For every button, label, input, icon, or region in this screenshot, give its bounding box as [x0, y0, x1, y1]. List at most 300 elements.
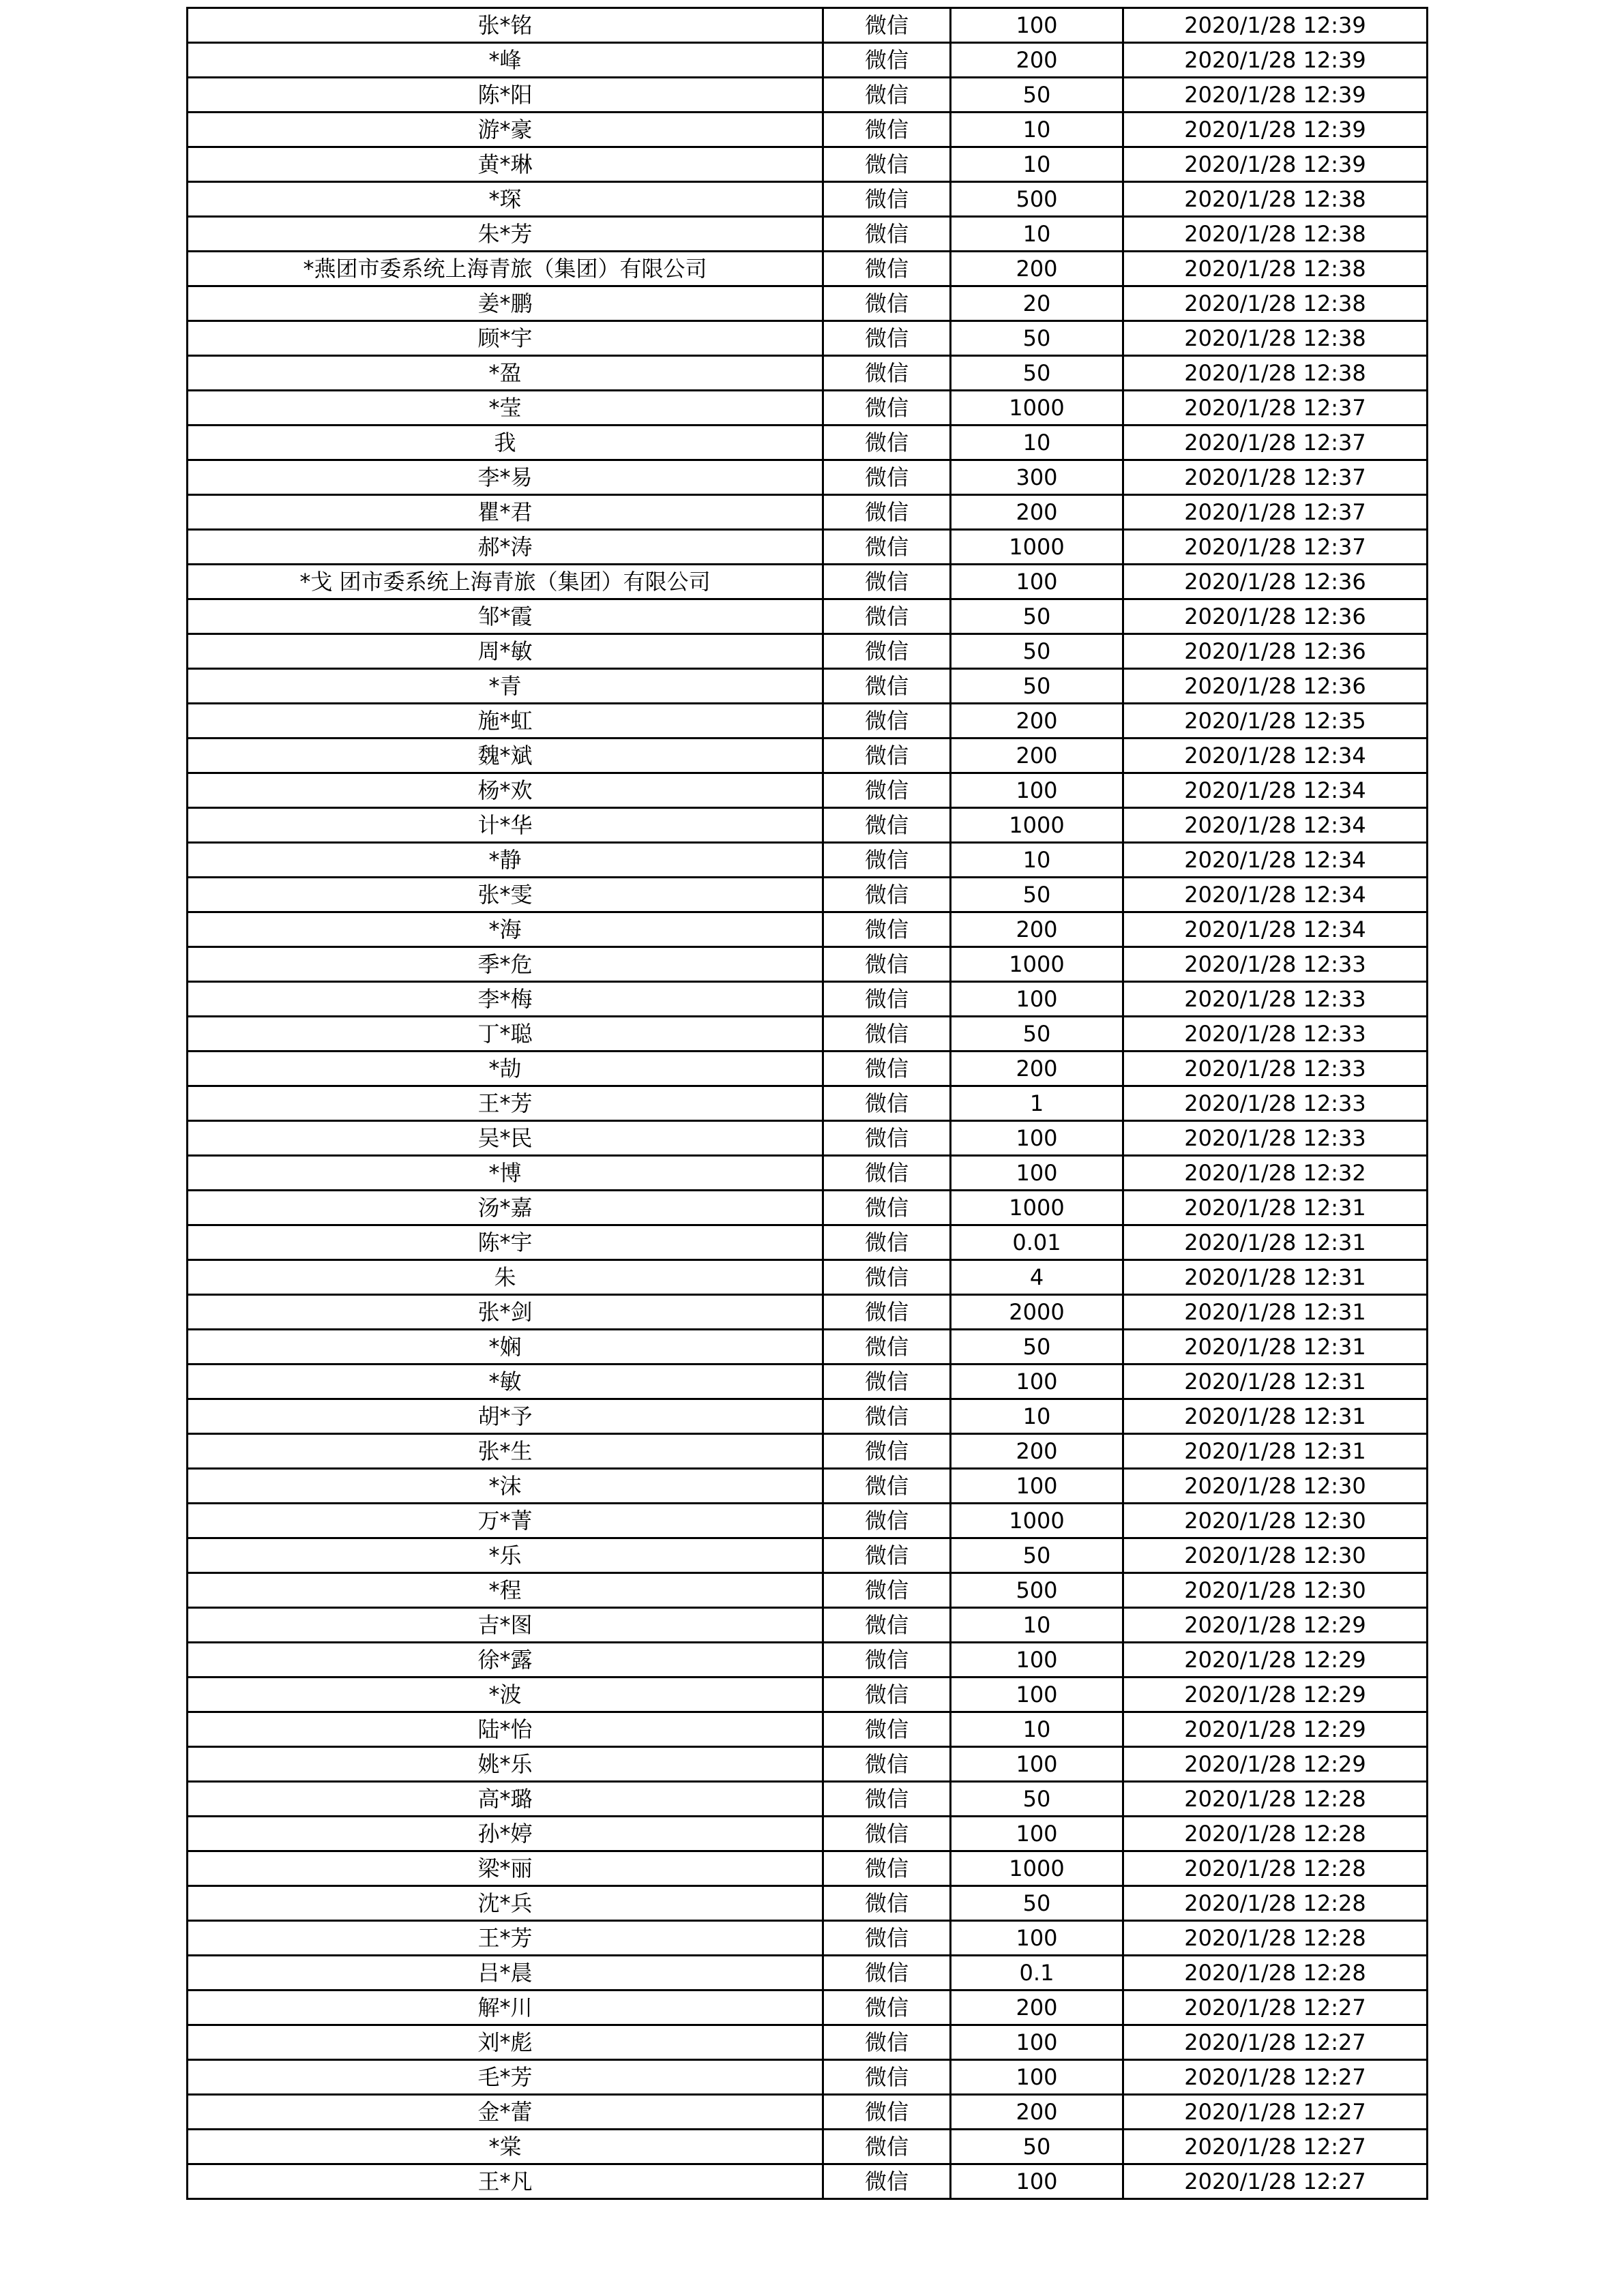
- table-row: [188, 1538, 1428, 1573]
- timestamp-cell: 2020/1/28 12:28: [1123, 1886, 1428, 1921]
- donor-name-cell: 万*菁: [188, 1504, 823, 1538]
- donor-name-cell: 季*危: [188, 947, 823, 982]
- payment-method-cell: 微信: [823, 1817, 951, 1851]
- payment-method-cell: 微信: [823, 8, 951, 43]
- amount-cell: 10: [951, 1608, 1123, 1643]
- timestamp-cell: 2020/1/28 12:36: [1123, 669, 1428, 704]
- table-row: [188, 1156, 1428, 1191]
- payment-method-cell: 微信: [823, 2060, 951, 2095]
- payment-method-cell: 微信: [823, 1365, 951, 1399]
- table-row: [188, 843, 1428, 878]
- amount-cell: 2000: [951, 1295, 1123, 1330]
- donor-name-cell: *乐: [188, 1538, 823, 1573]
- timestamp-cell: 2020/1/28 12:33: [1123, 1017, 1428, 1052]
- timestamp-cell: 2020/1/28 12:28: [1123, 1921, 1428, 1956]
- donor-name-cell: 杨*欢: [188, 773, 823, 808]
- amount-cell: 50: [951, 1538, 1123, 1573]
- timestamp-cell: 2020/1/28 12:39: [1123, 147, 1428, 182]
- payment-method-cell: 微信: [823, 739, 951, 773]
- table-row: [188, 599, 1428, 634]
- amount-cell: 50: [951, 669, 1123, 704]
- timestamp-cell: 2020/1/28 12:28: [1123, 1956, 1428, 1991]
- payment-method-cell: 微信: [823, 217, 951, 252]
- table-row: [188, 634, 1428, 669]
- donor-name-cell: 计*华: [188, 808, 823, 843]
- amount-cell: 50: [951, 1886, 1123, 1921]
- amount-cell: 200: [951, 739, 1123, 773]
- table-row: [188, 1504, 1428, 1538]
- donor-name-cell: 朱: [188, 1260, 823, 1295]
- amount-cell: 300: [951, 460, 1123, 495]
- donor-name-cell: *莹: [188, 391, 823, 426]
- donor-name-cell: 我: [188, 426, 823, 460]
- payment-method-cell: 微信: [823, 182, 951, 217]
- amount-cell: 100: [951, 2025, 1123, 2060]
- table-row: [188, 878, 1428, 912]
- donor-name-cell: 王*芳: [188, 1086, 823, 1121]
- timestamp-cell: 2020/1/28 12:29: [1123, 1747, 1428, 1782]
- payment-method-cell: 微信: [823, 634, 951, 669]
- amount-cell: 200: [951, 704, 1123, 739]
- payment-method-cell: 微信: [823, 321, 951, 356]
- donor-name-cell: *盈: [188, 356, 823, 391]
- payment-method-cell: 微信: [823, 1330, 951, 1365]
- amount-cell: 200: [951, 495, 1123, 530]
- table-row: [188, 356, 1428, 391]
- donor-name-cell: 孙*婷: [188, 1817, 823, 1851]
- timestamp-cell: 2020/1/28 12:29: [1123, 1712, 1428, 1747]
- donor-name-cell: *波: [188, 1678, 823, 1712]
- payment-method-cell: 微信: [823, 843, 951, 878]
- table-row: [188, 1747, 1428, 1782]
- amount-cell: 200: [951, 1991, 1123, 2025]
- donor-name-cell: 胡*予: [188, 1399, 823, 1434]
- amount-cell: 20: [951, 286, 1123, 321]
- timestamp-cell: 2020/1/28 12:34: [1123, 773, 1428, 808]
- timestamp-cell: 2020/1/28 12:30: [1123, 1504, 1428, 1538]
- payment-method-cell: 微信: [823, 1886, 951, 1921]
- donor-name-cell: 张*雯: [188, 878, 823, 912]
- timestamp-cell: 2020/1/28 12:37: [1123, 495, 1428, 530]
- payment-method-cell: 微信: [823, 1504, 951, 1538]
- donor-name-cell: *劼: [188, 1052, 823, 1086]
- donor-name-cell: 王*芳: [188, 1921, 823, 1956]
- donor-name-cell: *峰: [188, 43, 823, 78]
- timestamp-cell: 2020/1/28 12:38: [1123, 356, 1428, 391]
- timestamp-cell: 2020/1/28 12:29: [1123, 1608, 1428, 1643]
- timestamp-cell: 2020/1/28 12:29: [1123, 1643, 1428, 1678]
- amount-cell: 1000: [951, 808, 1123, 843]
- table-row: [188, 1191, 1428, 1225]
- timestamp-cell: 2020/1/28 12:27: [1123, 2164, 1428, 2199]
- table-row: [188, 2164, 1428, 2199]
- payment-method-cell: 微信: [823, 1678, 951, 1712]
- payment-method-cell: 微信: [823, 1295, 951, 1330]
- table-row: [188, 565, 1428, 599]
- amount-cell: 10: [951, 426, 1123, 460]
- payment-method-cell: 微信: [823, 460, 951, 495]
- donor-name-cell: *海: [188, 912, 823, 947]
- payment-method-cell: 微信: [823, 113, 951, 147]
- timestamp-cell: 2020/1/28 12:38: [1123, 321, 1428, 356]
- amount-cell: 1000: [951, 391, 1123, 426]
- payment-method-cell: 微信: [823, 1921, 951, 1956]
- table-row: [188, 8, 1428, 43]
- donor-name-cell: *琛: [188, 182, 823, 217]
- amount-cell: 100: [951, 1156, 1123, 1191]
- payment-method-cell: 微信: [823, 356, 951, 391]
- table-row: [188, 1121, 1428, 1156]
- timestamp-cell: 2020/1/28 12:37: [1123, 460, 1428, 495]
- table-row: [188, 808, 1428, 843]
- donor-name-cell: *静: [188, 843, 823, 878]
- table-row: [188, 1017, 1428, 1052]
- donor-name-cell: 高*璐: [188, 1782, 823, 1817]
- donor-name-cell: *青: [188, 669, 823, 704]
- donation-table: [186, 7, 1428, 2200]
- table-row: [188, 2025, 1428, 2060]
- amount-cell: 50: [951, 1017, 1123, 1052]
- payment-method-cell: 微信: [823, 78, 951, 113]
- table-row: [188, 321, 1428, 356]
- payment-method-cell: 微信: [823, 1538, 951, 1573]
- timestamp-cell: 2020/1/28 12:39: [1123, 78, 1428, 113]
- amount-cell: 50: [951, 2130, 1123, 2164]
- amount-cell: 1000: [951, 530, 1123, 565]
- table-row: [188, 1469, 1428, 1504]
- amount-cell: 100: [951, 1678, 1123, 1712]
- amount-cell: 50: [951, 356, 1123, 391]
- table-row: [188, 947, 1428, 982]
- timestamp-cell: 2020/1/28 12:36: [1123, 565, 1428, 599]
- payment-method-cell: 微信: [823, 1017, 951, 1052]
- amount-cell: 500: [951, 182, 1123, 217]
- table-row: [188, 704, 1428, 739]
- amount-cell: 200: [951, 252, 1123, 286]
- amount-cell: 50: [951, 634, 1123, 669]
- timestamp-cell: 2020/1/28 12:31: [1123, 1365, 1428, 1399]
- donor-name-cell: 金*蕾: [188, 2095, 823, 2130]
- timestamp-cell: 2020/1/28 12:28: [1123, 1782, 1428, 1817]
- donor-name-cell: 陈*阳: [188, 78, 823, 113]
- table-row: [188, 182, 1428, 217]
- timestamp-cell: 2020/1/28 12:33: [1123, 982, 1428, 1017]
- table-row: [188, 43, 1428, 78]
- timestamp-cell: 2020/1/28 12:32: [1123, 1156, 1428, 1191]
- table-row: [188, 1851, 1428, 1886]
- amount-cell: 200: [951, 912, 1123, 947]
- table-row: [188, 1260, 1428, 1295]
- payment-method-cell: 微信: [823, 1156, 951, 1191]
- amount-cell: 200: [951, 1434, 1123, 1469]
- timestamp-cell: 2020/1/28 12:33: [1123, 1086, 1428, 1121]
- amount-cell: 100: [951, 1365, 1123, 1399]
- table-row: [188, 2060, 1428, 2095]
- donor-name-cell: *程: [188, 1573, 823, 1608]
- payment-method-cell: 微信: [823, 2164, 951, 2199]
- payment-method-cell: 微信: [823, 1052, 951, 1086]
- amount-cell: 100: [951, 1469, 1123, 1504]
- timestamp-cell: 2020/1/28 12:37: [1123, 530, 1428, 565]
- donor-name-cell: 张*生: [188, 1434, 823, 1469]
- amount-cell: 100: [951, 982, 1123, 1017]
- timestamp-cell: 2020/1/28 12:27: [1123, 2060, 1428, 2095]
- timestamp-cell: 2020/1/28 12:30: [1123, 1469, 1428, 1504]
- donor-name-cell: 吉*图: [188, 1608, 823, 1643]
- timestamp-cell: 2020/1/28 12:39: [1123, 43, 1428, 78]
- payment-method-cell: 微信: [823, 1086, 951, 1121]
- timestamp-cell: 2020/1/28 12:38: [1123, 217, 1428, 252]
- table-row: [188, 426, 1428, 460]
- timestamp-cell: 2020/1/28 12:34: [1123, 808, 1428, 843]
- payment-method-cell: 微信: [823, 1851, 951, 1886]
- timestamp-cell: 2020/1/28 12:27: [1123, 1991, 1428, 2025]
- amount-cell: 200: [951, 2095, 1123, 2130]
- amount-cell: 10: [951, 1712, 1123, 1747]
- amount-cell: 100: [951, 1747, 1123, 1782]
- donor-name-cell: 汤*嘉: [188, 1191, 823, 1225]
- amount-cell: 10: [951, 843, 1123, 878]
- table-row: [188, 1365, 1428, 1399]
- amount-cell: 100: [951, 1121, 1123, 1156]
- payment-method-cell: 微信: [823, 1121, 951, 1156]
- timestamp-cell: 2020/1/28 12:38: [1123, 252, 1428, 286]
- donor-name-cell: *戈 团市委系统上海青旅（集团）有限公司: [188, 565, 823, 599]
- timestamp-cell: 2020/1/28 12:29: [1123, 1678, 1428, 1712]
- amount-cell: 50: [951, 321, 1123, 356]
- timestamp-cell: 2020/1/28 12:34: [1123, 843, 1428, 878]
- table-row: [188, 1052, 1428, 1086]
- payment-method-cell: 微信: [823, 1608, 951, 1643]
- payment-method-cell: 微信: [823, 426, 951, 460]
- amount-cell: 0.1: [951, 1956, 1123, 1991]
- amount-cell: 1000: [951, 947, 1123, 982]
- amount-cell: 10: [951, 1399, 1123, 1434]
- payment-method-cell: 微信: [823, 252, 951, 286]
- table-row: [188, 460, 1428, 495]
- donor-name-cell: 梁*丽: [188, 1851, 823, 1886]
- table-row: [188, 2095, 1428, 2130]
- donor-name-cell: 游*豪: [188, 113, 823, 147]
- table-row: [188, 1608, 1428, 1643]
- amount-cell: 1: [951, 1086, 1123, 1121]
- amount-cell: 50: [951, 878, 1123, 912]
- donor-name-cell: 王*凡: [188, 2164, 823, 2199]
- timestamp-cell: 2020/1/28 12:31: [1123, 1191, 1428, 1225]
- table-row: [188, 1434, 1428, 1469]
- donor-name-cell: *敏: [188, 1365, 823, 1399]
- timestamp-cell: 2020/1/28 12:33: [1123, 947, 1428, 982]
- payment-method-cell: 微信: [823, 1991, 951, 2025]
- donor-name-cell: 徐*露: [188, 1643, 823, 1678]
- table-row: [188, 2130, 1428, 2164]
- table-row: [188, 912, 1428, 947]
- donor-name-cell: 姚*乐: [188, 1747, 823, 1782]
- timestamp-cell: 2020/1/28 12:27: [1123, 2025, 1428, 2060]
- timestamp-cell: 2020/1/28 12:36: [1123, 634, 1428, 669]
- donor-name-cell: 魏*斌: [188, 739, 823, 773]
- amount-cell: 200: [951, 43, 1123, 78]
- payment-method-cell: 微信: [823, 1643, 951, 1678]
- donor-name-cell: 朱*芳: [188, 217, 823, 252]
- amount-cell: 100: [951, 8, 1123, 43]
- table-row: [188, 78, 1428, 113]
- timestamp-cell: 2020/1/28 12:28: [1123, 1817, 1428, 1851]
- donor-name-cell: 顾*宇: [188, 321, 823, 356]
- payment-method-cell: 微信: [823, 878, 951, 912]
- payment-method-cell: 微信: [823, 1191, 951, 1225]
- payment-method-cell: 微信: [823, 947, 951, 982]
- timestamp-cell: 2020/1/28 12:30: [1123, 1538, 1428, 1573]
- amount-cell: 100: [951, 1643, 1123, 1678]
- timestamp-cell: 2020/1/28 12:27: [1123, 2130, 1428, 2164]
- timestamp-cell: 2020/1/28 12:33: [1123, 1052, 1428, 1086]
- donor-name-cell: 毛*芳: [188, 2060, 823, 2095]
- payment-method-cell: 微信: [823, 808, 951, 843]
- timestamp-cell: 2020/1/28 12:30: [1123, 1573, 1428, 1608]
- donor-name-cell: 张*剑: [188, 1295, 823, 1330]
- amount-cell: 50: [951, 78, 1123, 113]
- timestamp-cell: 2020/1/28 12:37: [1123, 391, 1428, 426]
- amount-cell: 100: [951, 773, 1123, 808]
- donor-name-cell: 黄*琳: [188, 147, 823, 182]
- payment-method-cell: 微信: [823, 1956, 951, 1991]
- amount-cell: 10: [951, 217, 1123, 252]
- amount-cell: 1000: [951, 1191, 1123, 1225]
- payment-method-cell: 微信: [823, 704, 951, 739]
- donor-name-cell: *沫: [188, 1469, 823, 1504]
- amount-cell: 10: [951, 147, 1123, 182]
- table-row: [188, 1886, 1428, 1921]
- donor-name-cell: 瞿*君: [188, 495, 823, 530]
- donor-name-cell: 李*梅: [188, 982, 823, 1017]
- payment-method-cell: 微信: [823, 391, 951, 426]
- donor-name-cell: 解*川: [188, 1991, 823, 2025]
- timestamp-cell: 2020/1/28 12:39: [1123, 8, 1428, 43]
- donor-name-cell: 施*虹: [188, 704, 823, 739]
- amount-cell: 100: [951, 565, 1123, 599]
- timestamp-cell: 2020/1/28 12:31: [1123, 1260, 1428, 1295]
- timestamp-cell: 2020/1/28 12:31: [1123, 1225, 1428, 1260]
- amount-cell: 50: [951, 1782, 1123, 1817]
- timestamp-cell: 2020/1/28 12:34: [1123, 878, 1428, 912]
- amount-cell: 1000: [951, 1851, 1123, 1886]
- amount-cell: 10: [951, 113, 1123, 147]
- amount-cell: 1000: [951, 1504, 1123, 1538]
- table-row: [188, 739, 1428, 773]
- donor-name-cell: 丁*聪: [188, 1017, 823, 1052]
- payment-method-cell: 微信: [823, 495, 951, 530]
- donor-name-cell: *棠: [188, 2130, 823, 2164]
- timestamp-cell: 2020/1/28 12:39: [1123, 113, 1428, 147]
- donor-name-cell: 刘*彪: [188, 2025, 823, 2060]
- payment-method-cell: 微信: [823, 1747, 951, 1782]
- donor-name-cell: 姜*鹏: [188, 286, 823, 321]
- payment-method-cell: 微信: [823, 1712, 951, 1747]
- donor-name-cell: *燕团市委系统上海青旅（集团）有限公司: [188, 252, 823, 286]
- table-row: [188, 982, 1428, 1017]
- amount-cell: 200: [951, 1052, 1123, 1086]
- donor-name-cell: 郝*涛: [188, 530, 823, 565]
- table-row: [188, 1782, 1428, 1817]
- payment-method-cell: 微信: [823, 982, 951, 1017]
- amount-cell: 100: [951, 2060, 1123, 2095]
- payment-method-cell: 微信: [823, 43, 951, 78]
- timestamp-cell: 2020/1/28 12:28: [1123, 1851, 1428, 1886]
- table-row: [188, 252, 1428, 286]
- amount-cell: 4: [951, 1260, 1123, 1295]
- amount-cell: 50: [951, 1330, 1123, 1365]
- donor-name-cell: 周*敏: [188, 634, 823, 669]
- payment-method-cell: 微信: [823, 2025, 951, 2060]
- payment-method-cell: 微信: [823, 912, 951, 947]
- donor-name-cell: 沈*兵: [188, 1886, 823, 1921]
- timestamp-cell: 2020/1/28 12:31: [1123, 1434, 1428, 1469]
- table-body: [188, 8, 1428, 2199]
- table-row: [188, 773, 1428, 808]
- table-row: [188, 1712, 1428, 1747]
- table-row: [188, 1678, 1428, 1712]
- payment-method-cell: 微信: [823, 1469, 951, 1504]
- donor-name-cell: 张*铭: [188, 8, 823, 43]
- payment-method-cell: 微信: [823, 1225, 951, 1260]
- donor-name-cell: 邹*霞: [188, 599, 823, 634]
- payment-method-cell: 微信: [823, 1260, 951, 1295]
- payment-method-cell: 微信: [823, 669, 951, 704]
- table-row: [188, 1225, 1428, 1260]
- timestamp-cell: 2020/1/28 12:31: [1123, 1295, 1428, 1330]
- payment-method-cell: 微信: [823, 2130, 951, 2164]
- amount-cell: 0.01: [951, 1225, 1123, 1260]
- payment-method-cell: 微信: [823, 530, 951, 565]
- table-row: [188, 113, 1428, 147]
- payment-method-cell: 微信: [823, 1434, 951, 1469]
- timestamp-cell: 2020/1/28 12:27: [1123, 2095, 1428, 2130]
- timestamp-cell: 2020/1/28 12:35: [1123, 704, 1428, 739]
- timestamp-cell: 2020/1/28 12:38: [1123, 286, 1428, 321]
- table-row: [188, 391, 1428, 426]
- table-row: [188, 669, 1428, 704]
- donor-name-cell: 吴*民: [188, 1121, 823, 1156]
- timestamp-cell: 2020/1/28 12:33: [1123, 1121, 1428, 1156]
- timestamp-cell: 2020/1/28 12:38: [1123, 182, 1428, 217]
- table-row: [188, 1643, 1428, 1678]
- amount-cell: 50: [951, 599, 1123, 634]
- timestamp-cell: 2020/1/28 12:36: [1123, 599, 1428, 634]
- payment-method-cell: 微信: [823, 1573, 951, 1608]
- timestamp-cell: 2020/1/28 12:31: [1123, 1330, 1428, 1365]
- donor-name-cell: 陈*宇: [188, 1225, 823, 1260]
- table-row: [188, 495, 1428, 530]
- table-row: [188, 1086, 1428, 1121]
- table-row: [188, 1399, 1428, 1434]
- table-row: [188, 1921, 1428, 1956]
- timestamp-cell: 2020/1/28 12:34: [1123, 739, 1428, 773]
- payment-method-cell: 微信: [823, 147, 951, 182]
- table-row: [188, 1573, 1428, 1608]
- table-row: [188, 1956, 1428, 1991]
- timestamp-cell: 2020/1/28 12:31: [1123, 1399, 1428, 1434]
- timestamp-cell: 2020/1/28 12:34: [1123, 912, 1428, 947]
- table-row: [188, 286, 1428, 321]
- table-row: [188, 1817, 1428, 1851]
- table-row: [188, 147, 1428, 182]
- donor-name-cell: *博: [188, 1156, 823, 1191]
- table-row: [188, 530, 1428, 565]
- table-row: [188, 1330, 1428, 1365]
- donor-name-cell: *娴: [188, 1330, 823, 1365]
- donor-name-cell: 李*易: [188, 460, 823, 495]
